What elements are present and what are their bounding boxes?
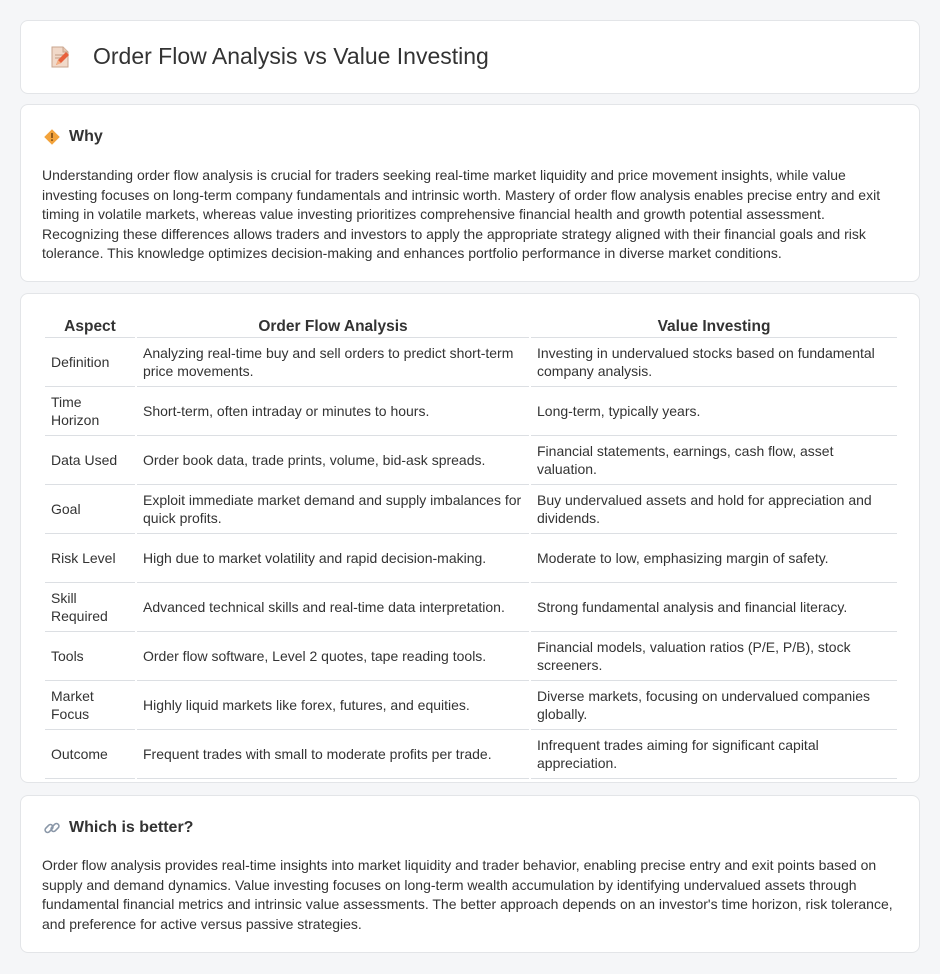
table-row [45,534,897,583]
value-investing-cell: Infrequent trades aiming for significant capital appreciation. [531,730,897,779]
value-investing-cell: Financial models, valuation ratios (P/E, P/B), stock screeners. [531,632,897,681]
aspect-cell: Skill Required [45,583,135,632]
column-header-value-investing: Value Investing [531,316,897,338]
table-row [45,387,897,436]
better-title: Which is better? [69,819,194,836]
aspect-cell: Risk Level [45,534,135,583]
order-flow-cell: Advanced technical skills and real-time data interpretation. [137,583,529,632]
value-investing-cell: Buy undervalued assets and hold for appreciation and dividends. [531,485,897,534]
aspect-cell: Definition [45,338,135,387]
comparison-table [43,316,899,779]
value-investing-cell: Diverse markets, focusing on undervalued companies globally. [531,681,897,730]
table-header-row [45,316,897,338]
why-title: Why [69,128,103,145]
table-row [45,730,897,779]
order-flow-cell: Short-term, often intraday or minutes to hours. [137,387,529,436]
column-header-order-flow: Order Flow Analysis [137,316,529,338]
aspect-cell: Data Used [45,436,135,485]
header-card [20,20,920,94]
order-flow-cell: Highly liquid markets like forex, futures, and equities. [137,681,529,730]
better-heading [43,819,193,837]
which-is-better-card [20,795,920,953]
order-flow-cell: Order flow software, Level 2 quotes, tape reading tools. [137,632,529,681]
value-investing-cell: Financial statements, earnings, cash flow, asset valuation. [531,436,897,485]
page-title: Order Flow Analysis vs Value Investing [93,43,489,69]
value-investing-cell: Moderate to low, emphasizing margin of safety. [531,534,897,583]
why-card [20,104,920,282]
table-row [45,681,897,730]
value-investing-cell: Long-term, typically years. [531,387,897,436]
column-header-aspect: Aspect [45,316,135,338]
table-row [45,485,897,534]
aspect-cell: Market Focus [45,681,135,730]
aspect-cell: Tools [45,632,135,681]
value-investing-cell: Investing in undervalued stocks based on fundamental company analysis. [531,338,897,387]
document-pencil-icon [47,44,73,70]
title-row [47,43,489,70]
order-flow-cell: Analyzing real-time buy and sell orders to predict short-term price movements. [137,338,529,387]
value-investing-cell: Strong fundamental analysis and financial literacy. [531,583,897,632]
table-row [45,632,897,681]
table-row [45,436,897,485]
order-flow-cell: High due to market volatility and rapid decision-making. [137,534,529,583]
aspect-cell: Goal [45,485,135,534]
better-text: Order flow analysis provides real-time insights into market liquidity and trader behavior, enabling precise entry and exit points based on supply and demand dynamics. Value investing focuses on long-term wealth accumulation by identifying undervalued assets through fundamental financial metrics and intrinsic value assessments. The better approach depends on an investor's time horizon, risk tolerance, and preference for active versus passive strategies. [42,857,893,932]
aspect-cell: Time Horizon [45,387,135,436]
order-flow-cell: Frequent trades with small to moderate profits per trade. [137,730,529,779]
why-heading [43,128,103,146]
warning-diamond-icon [43,128,61,146]
table-row [45,583,897,632]
link-icon [43,819,61,837]
order-flow-cell: Exploit immediate market demand and supply imbalances for quick profits. [137,485,529,534]
order-flow-cell: Order book data, trade prints, volume, bid-ask spreads. [137,436,529,485]
comparison-table-card [20,293,920,783]
aspect-cell: Outcome [45,730,135,779]
why-text: Understanding order flow analysis is crucial for traders seeking real-time market liquidity and price movement insights, while value investing focuses on long-term company fundamentals and intrinsic worth. Mastery of order flow analysis enables precise entry and exit timing in volatile markets, whereas value investing prioritizes comprehensive financial health and growth potential assessment. Recognizing these differences allows traders and investors to apply the appropriate strategy aligned with their financial goals and risk tolerance. This knowledge optimizes decision-making and enhances portfolio performance in diverse market conditions. [42,167,881,262]
table-row [45,338,897,387]
